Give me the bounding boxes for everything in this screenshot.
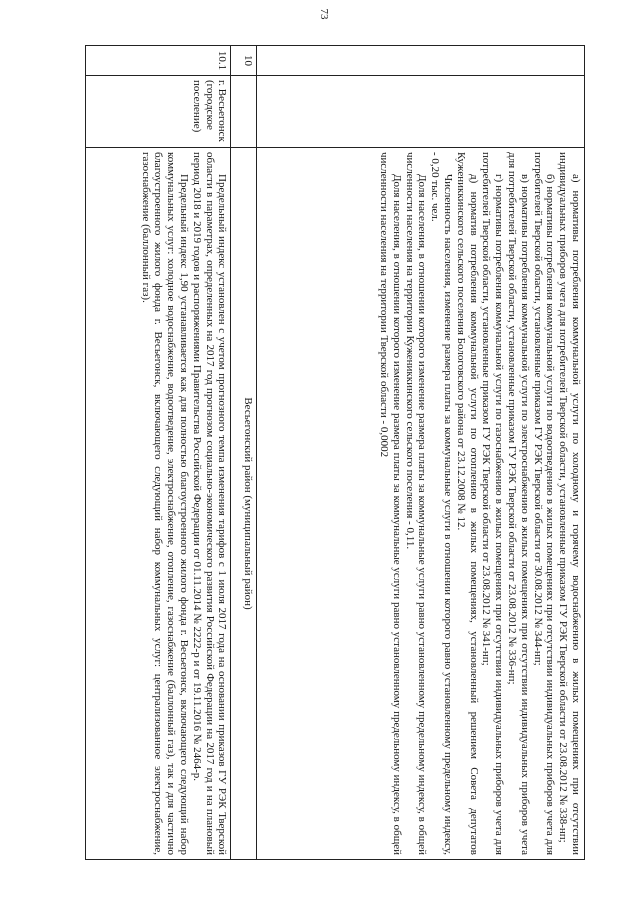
paragraph: д) норматив потребления коммунальной услуги по отоплению в жилых помещениях, установленный решением Совета депутатов Кужениккинского сельского поселения Бологовского района от 23.12.2008 № 12. (454, 152, 480, 855)
paragraph: а) нормативы потребления коммунальной услуги по холодному и горячему водоснабжению в жилых помещениях при отсутствии индивидуальных приборов учета для потребителей Тверской области, установленные приказом ГУ РЭК Тверской области от 23.08.2012 № 338-нп; (557, 152, 582, 855)
tariff-table (85, 45, 585, 860)
table-row (231, 46, 256, 860)
table-row (86, 46, 231, 860)
municipality-cell: г. Весьегонск (городское поселение) (86, 76, 231, 148)
page-number: 73 (318, 8, 330, 20)
paragraph: Предельный индекс 1,90 устанавливается как для полностью благоустроенного жилого фонда г. Весьегонск, включающего следующий набор коммунальных услуг: холодное водоснабжение, водоотведение, электроснабжение, отопление, газоснабжение (баллонный газ), так и для частично благоустроенного жилого фонда г. Весьегонск, включающего следующий набор коммунальных услуг: централизованное электроснабжение, газоснабжение (баллонный газ). (139, 152, 190, 855)
district-heading: Весьегонский район (муниципальный район) (231, 148, 256, 860)
paragraph: Доля населения, в отношении которого изменение размера платы за коммунальные услуги равно установленному предельному индексу, в общей численности населения на территории Тверской области - 0,0002 (378, 152, 403, 855)
description-cell (86, 148, 231, 860)
row-number-cell: 10 (231, 46, 256, 76)
municipality-cell (231, 76, 256, 148)
document-sheet (85, 45, 585, 860)
row-number-cell (256, 46, 584, 76)
paragraph: г) нормативы потребления коммунальной услуги по газоснабжению в жилых помещениях при отсутствии индивидуальных приборов учета для потребителей Тверской области, установленные приказом ГУ РЭК Тверской области от 23.08.2012 № 341-нп; (480, 152, 506, 855)
paragraph: Численность населения, изменение размера платы за коммунальные услуги в отношении которого равно установленному предельному индексу, - 0,20 тыс. чел. (429, 152, 455, 855)
paragraph: Доля населения, в отношении которого изменение размера платы за коммунальные услуги равно установленному предельному индексу, в общей численности населения на территории Кужениккинского сельского поселения - 0,11. (403, 152, 429, 855)
paragraph: Предельный индекс установлен с учетом прогнозного темпа изменения тарифов с 1 июля 2017 года на основании приказов ГУ РЭК Тверской области в параметрах, определенных на 2017 год прогнозом социально-экономического развития Российской Федерации на 2017 год и на плановый период 2018 и 2019 годов и распоряжениями Правительства Российской Федерации от 01.11.2014 № 2222-р и от 19.11.2016 № 2464-р. (190, 152, 229, 855)
row-number-cell: 10.1 (86, 46, 231, 76)
paragraph: б) нормативы потребления коммунальной услуги по водоотведению в жилых помещениях при отсутствии индивидуальных приборов учета для потребителей Тверской области, установленные приказом ГУ РЭК Тверской области от 30.08.2012 № 344-нп; (531, 152, 557, 855)
description-cell (256, 148, 584, 860)
table-row (256, 46, 584, 860)
municipality-cell (256, 76, 584, 148)
paragraph: в) нормативы потребления коммунальной услуги по электроснабжению в жилых помещениях при отсутствии индивидуальных приборов учета для потребителей Тверской области, установленные приказом ГУ РЭК Тверской области от 23.08.2012 № 336-нп; (506, 152, 531, 855)
